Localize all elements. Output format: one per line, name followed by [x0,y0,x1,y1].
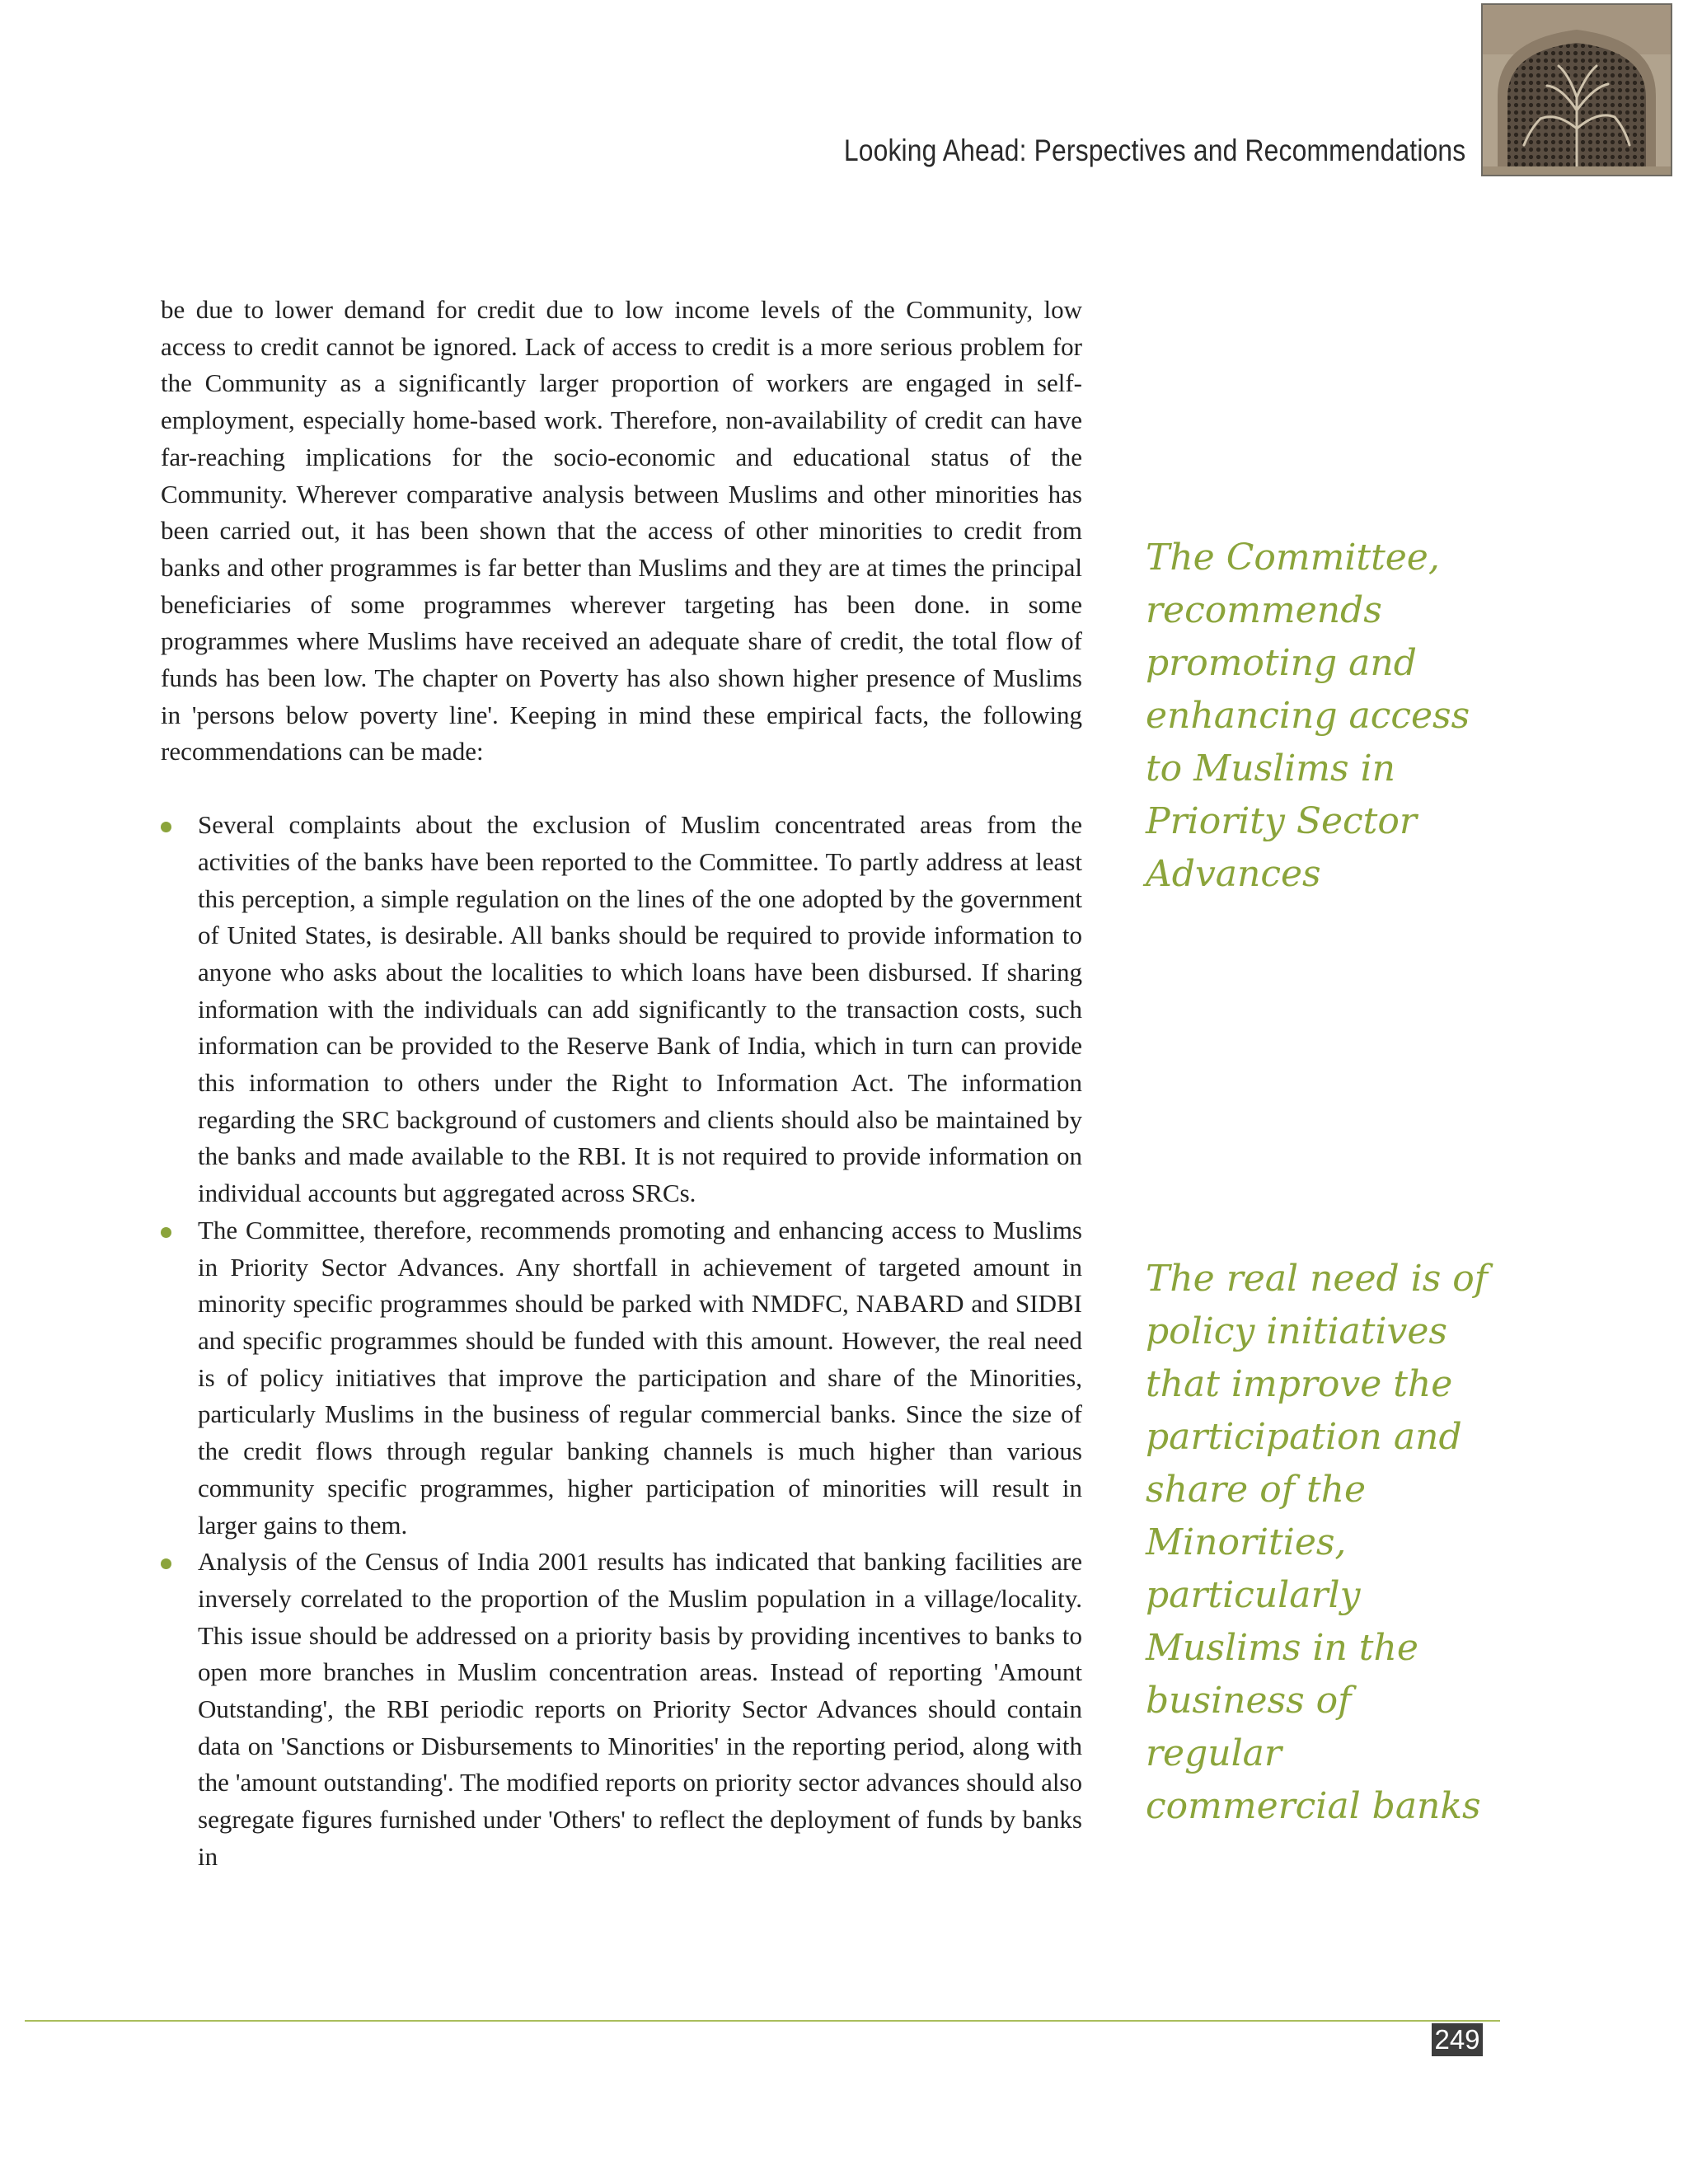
list-item [161,1212,1082,1544]
pull-quote-policy-initiatives: The real need is of policy initiatives that improve the participation and share of the Minorities, particularly Muslims in the business of regular commercial banks [1146,1258,1489,1827]
intro-paragraph: be due to lower demand for credit due to low income levels of the Community, low access to credit cannot be ignored. Lack of access to credit is a more serious problem for the Community as a significantly larger proportion of workers are engaged in self-employment, especially home-based work. Therefore, non-availability of credit can have far-reaching implications for the socio-economic and educational status of the Community. Wherever comparative analysis between Muslims and other minorities has been carried out, it has been shown that the access of other minorities to credit from banks and other programmes is far better than Muslims and they are at times the principal beneficiaries of some programmes wherever targeting has been done. in some programmes where Muslims have received an adequate share of credit, the total flow of funds has been low. The chapter on Poverty has also shown higher presence of Muslims in 'persons below poverty line'. Keeping in mind these empirical facts, the following recommendations can be made: [161,295,1082,766]
body-text [161,292,1082,1876]
list-item-text: Analysis of the Census of India 2001 results has indicated that banking facilities are inversely correlated to the proportion of the Muslim population in a village/locality. This issue should be addressed on a priority basis by providing incentives to banks to open more branches in Muslim concentration areas. Instead of reporting 'Amount Outstanding', the RBI periodic reports on Priority Sector Advances should contain data on 'Sanctions or Disbursements to Minorities' in the reporting period, along with the 'amount outstanding'. The modified reports on priority sector advances should also segregate figures furnished under 'Others' to reflect the deployment of funds by banks in [198,1547,1082,1871]
bullet-icon [161,1227,171,1238]
page-number: 249 [1432,2023,1483,2056]
list-item-text: Several complaints about the exclusion of Muslim concentrated areas from the activities of the banks have been reported to the Committee. To partly address at least this perception, a simple regulation on the lines of the one adopted by the government of United States, is desirable. All banks should be required to provide information to anyone who asks about the localities to which loans have been disbursed. If sharing information with the individuals can add significantly to the transaction costs, such information can be provided to the Reserve Bank of India, which in turn can provide this information to others under the Right to Information Act. The information regarding the SRC background of customers and clients should also be maintained by the banks and made available to the RBI. It is not required to provide information on individual accounts but aggregated across SRCs. [198,810,1082,1208]
list-item-text: The Committee, therefore, recommends promoting and enhancing access to Muslims in Priority Sector Advances. Any shortfall in achievement of targeted amount in minority specific programmes should be parked with NMDFC, NABARD and SIDBI and specific programmes should be funded with this amount. However, the real need is of policy initiatives that improve the participation and share of the Minorities, particularly Muslims in the business of regular commercial banks. Since the size of the credit flows through regular banking channels is much higher than various community specific programmes, higher participation of minorities will result in larger gains to them. [198,1215,1082,1540]
bullet-icon [161,822,171,832]
pull-quote-priority-sector: The Committee, recommends promoting and enhancing access to Muslims in Priority Sector Advances [1146,537,1470,895]
bullet-icon [161,1558,171,1569]
list-item [161,807,1082,1212]
recommendation-list [161,807,1082,1875]
list-item [161,1544,1082,1875]
running-header-title: Looking Ahead: Perspectives and Recommendations [843,134,1465,167]
lattice-window-photo [1481,3,1672,176]
footer-divider [25,2020,1500,2022]
